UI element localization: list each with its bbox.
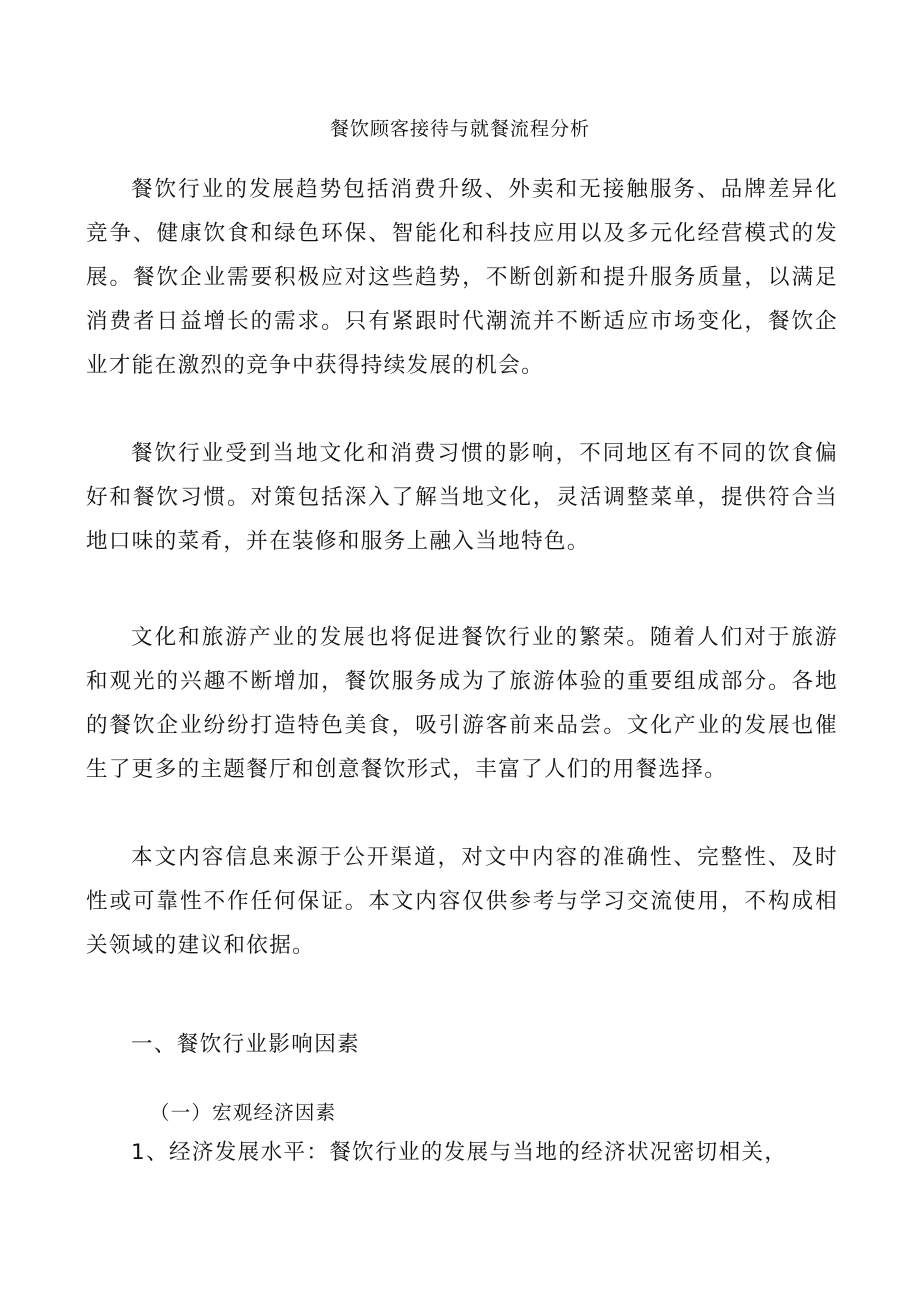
paragraph-tourism: 文化和旅游产业的发展也将促进餐饮行业的繁荣。随着人们对于旅游和观光的兴趣不断增加，餐饮服务成为了旅游体验的重要组成部分。各地的餐饮企业纷纷打造特色美食，吸引游客前来品尝。文化产业的发展也催生了更多的主题餐厅和创意餐饮形式，丰富了人们的用餐选择。: [86, 625, 838, 782]
list-item-economic-level: 1、经济发展水平：餐饮行业的发展与当地的经济状况密切相关，: [131, 1140, 788, 1165]
subsection-heading: （一）宏观经济因素: [150, 1101, 337, 1124]
paragraph-disclaimer: 本文内容信息来源于公开渠道，对文中内容的准确性、完整性、及时性或可靠性不作任何保证。本文内容仅供参考与学习交流使用，不构成相关领域的建议和依据。: [86, 845, 838, 958]
section-heading: 一、餐饮行业影响因素: [131, 1032, 361, 1057]
paragraph-local-culture: 餐饮行业受到当地文化和消费习惯的影响，不同地区有不同的饮食偏好和餐饮习惯。对策包括深入了解当地文化，灵活调整菜单，提供符合当地口味的菜肴，并在装修和服务上融入当地特色。: [86, 441, 838, 554]
paragraph-industry-trends: 餐饮行业的发展趋势包括消费升级、外卖和无接触服务、品牌差异化竞争、健康饮食和绿色环保、智能化和科技应用以及多元化经营模式的发展。餐饮企业需要积极应对这些趋势，不断创新和提升服务质量，以满足消费者日益增长的需求。只有紧跟时代潮流并不断适应市场变化，餐饮企业才能在激烈的竞争中获得持续发展的机会。: [86, 177, 838, 378]
document-title: 餐饮顾客接待与就餐流程分析: [329, 118, 590, 140]
